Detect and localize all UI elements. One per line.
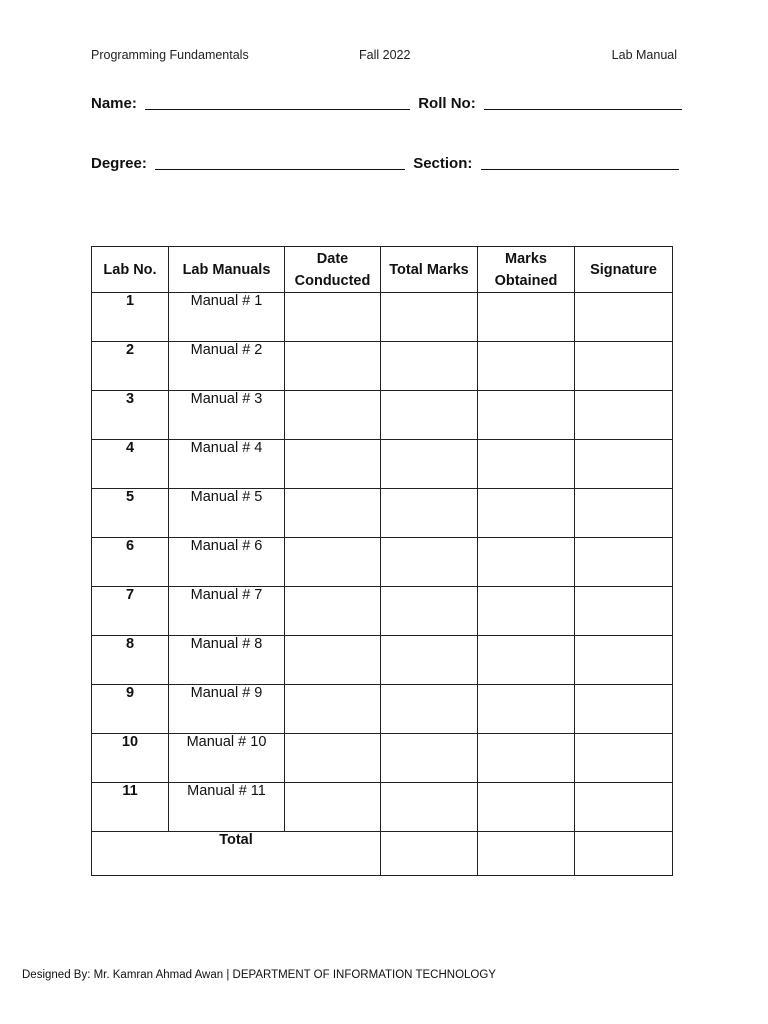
lab-no-cell: 10 xyxy=(92,734,169,783)
section-label: Section: xyxy=(413,155,473,172)
col-header-total-marks: Total Marks xyxy=(381,247,478,293)
signature-cell[interactable] xyxy=(575,489,673,538)
total-obtained-cell[interactable] xyxy=(478,832,575,876)
total-marks-cell[interactable] xyxy=(381,342,478,391)
total-marks-cell[interactable] xyxy=(381,685,478,734)
degree-section-row xyxy=(91,155,683,172)
marks-obtained-cell[interactable] xyxy=(478,685,575,734)
lab-no-cell: 8 xyxy=(92,636,169,685)
signature-cell[interactable] xyxy=(575,391,673,440)
footer-credit: Designed By: Mr. Kamran Ahmad Awan | DEPARTMENT OF INFORMATION TECHNOLOGY xyxy=(22,969,496,981)
lab-no-cell: 6 xyxy=(92,538,169,587)
date-conducted-cell[interactable] xyxy=(285,538,381,587)
date-conducted-cell[interactable] xyxy=(285,734,381,783)
date-conducted-cell[interactable] xyxy=(285,783,381,832)
table-header-row xyxy=(92,247,673,293)
lab-no-cell: 2 xyxy=(92,342,169,391)
total-marks-cell[interactable] xyxy=(381,489,478,538)
table-row xyxy=(92,734,673,783)
signature-cell[interactable] xyxy=(575,783,673,832)
lab-no-cell: 3 xyxy=(92,391,169,440)
table-row xyxy=(92,538,673,587)
col-header-date-conducted: Date Conducted xyxy=(285,247,381,293)
header-course: Programming Fundamentals xyxy=(91,48,249,62)
marks-obtained-cell[interactable] xyxy=(478,489,575,538)
table-row xyxy=(92,391,673,440)
lab-no-cell: 5 xyxy=(92,489,169,538)
table-row xyxy=(92,636,673,685)
lab-manual-cell: Manual # 7 xyxy=(169,587,285,636)
total-marks-cell[interactable] xyxy=(381,832,478,876)
marks-obtained-cell[interactable] xyxy=(478,783,575,832)
date-conducted-cell[interactable] xyxy=(285,636,381,685)
table-row xyxy=(92,783,673,832)
name-label: Name: xyxy=(91,95,137,112)
lab-manual-cell: Manual # 4 xyxy=(169,440,285,489)
signature-cell[interactable] xyxy=(575,440,673,489)
total-marks-cell[interactable] xyxy=(381,293,478,342)
col-header-lab-no: Lab No. xyxy=(92,247,169,293)
degree-field[interactable] xyxy=(155,155,405,170)
lab-no-cell: 9 xyxy=(92,685,169,734)
table-row xyxy=(92,293,673,342)
date-conducted-cell[interactable] xyxy=(285,440,381,489)
section-field[interactable] xyxy=(481,155,679,170)
marks-obtained-cell[interactable] xyxy=(478,440,575,489)
lab-no-cell: 11 xyxy=(92,783,169,832)
date-conducted-cell[interactable] xyxy=(285,293,381,342)
col-header-lab-manuals: Lab Manuals xyxy=(169,247,285,293)
marks-obtained-cell[interactable] xyxy=(478,587,575,636)
lab-manual-cell: Manual # 2 xyxy=(169,342,285,391)
total-marks-cell[interactable] xyxy=(381,440,478,489)
signature-cell[interactable] xyxy=(575,734,673,783)
total-row xyxy=(92,832,673,876)
lab-record-table xyxy=(91,246,673,876)
lab-manual-cell: Manual # 11 xyxy=(169,783,285,832)
total-marks-cell[interactable] xyxy=(381,636,478,685)
marks-obtained-cell[interactable] xyxy=(478,538,575,587)
lab-manual-cell: Manual # 1 xyxy=(169,293,285,342)
col-header-marks-obtained: Marks Obtained xyxy=(478,247,575,293)
total-marks-cell[interactable] xyxy=(381,538,478,587)
roll-no-label: Roll No: xyxy=(418,95,476,112)
lab-no-cell: 7 xyxy=(92,587,169,636)
table-row xyxy=(92,440,673,489)
col-header-signature: Signature xyxy=(575,247,673,293)
marks-obtained-cell[interactable] xyxy=(478,391,575,440)
lab-manual-cell: Manual # 9 xyxy=(169,685,285,734)
lab-no-cell: 1 xyxy=(92,293,169,342)
date-conducted-cell[interactable] xyxy=(285,342,381,391)
marks-obtained-cell[interactable] xyxy=(478,342,575,391)
table-row xyxy=(92,685,673,734)
signature-cell[interactable] xyxy=(575,538,673,587)
total-signature-cell[interactable] xyxy=(575,832,673,876)
roll-no-field[interactable] xyxy=(484,95,682,110)
date-conducted-cell[interactable] xyxy=(285,391,381,440)
total-marks-cell[interactable] xyxy=(381,734,478,783)
marks-obtained-cell[interactable] xyxy=(478,293,575,342)
lab-manual-cell: Manual # 10 xyxy=(169,734,285,783)
name-field[interactable] xyxy=(145,95,410,110)
signature-cell[interactable] xyxy=(575,293,673,342)
total-label: Total xyxy=(92,832,381,876)
table-row xyxy=(92,587,673,636)
marks-obtained-cell[interactable] xyxy=(478,734,575,783)
date-conducted-cell[interactable] xyxy=(285,489,381,538)
signature-cell[interactable] xyxy=(575,587,673,636)
lab-manual-cell: Manual # 3 xyxy=(169,391,285,440)
date-conducted-cell[interactable] xyxy=(285,685,381,734)
signature-cell[interactable] xyxy=(575,685,673,734)
signature-cell[interactable] xyxy=(575,636,673,685)
total-marks-cell[interactable] xyxy=(381,391,478,440)
table-row xyxy=(92,342,673,391)
total-marks-cell[interactable] xyxy=(381,587,478,636)
degree-label: Degree: xyxy=(91,155,147,172)
lab-manual-cell: Manual # 8 xyxy=(169,636,285,685)
header-term: Fall 2022 xyxy=(359,48,411,62)
signature-cell[interactable] xyxy=(575,342,673,391)
total-marks-cell[interactable] xyxy=(381,783,478,832)
date-conducted-cell[interactable] xyxy=(285,587,381,636)
header-doc-type: Lab Manual xyxy=(611,48,677,62)
lab-manual-cell: Manual # 5 xyxy=(169,489,285,538)
table-row xyxy=(92,489,673,538)
marks-obtained-cell[interactable] xyxy=(478,636,575,685)
lab-manual-cell: Manual # 6 xyxy=(169,538,285,587)
name-roll-row xyxy=(91,95,686,112)
lab-no-cell: 4 xyxy=(92,440,169,489)
